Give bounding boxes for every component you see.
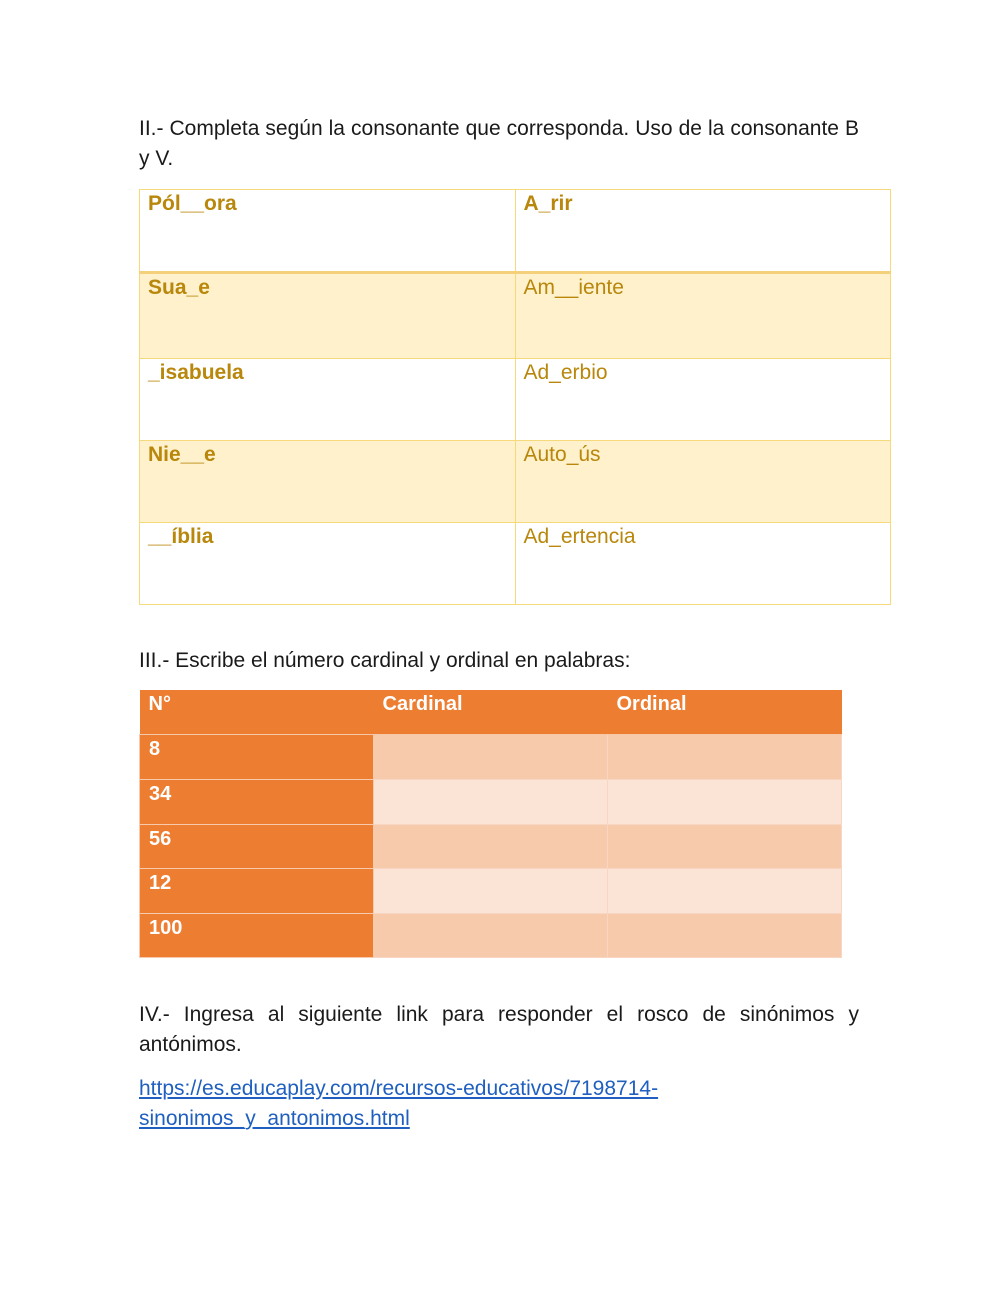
cardinal-answer-cell[interactable] (374, 913, 608, 957)
header-ordinal: Ordinal (608, 690, 842, 734)
number-cell: 8 (140, 734, 374, 779)
word-cell: Pól__ora (140, 190, 516, 273)
word-cell: Ad_ertencia (515, 523, 891, 605)
number-cell: 100 (140, 913, 374, 957)
section-3-instruction: III.- Escribe el número cardinal y ordinal en palabras: (139, 649, 631, 672)
link-container (139, 1074, 759, 1134)
word-cell: Am__iente (515, 273, 891, 359)
table-header-row (140, 690, 842, 734)
consonant-table (139, 189, 891, 605)
ordinal-answer-cell[interactable] (608, 913, 842, 957)
number-cell: 12 (140, 868, 374, 913)
numbers-table (139, 690, 842, 958)
cardinal-answer-cell[interactable] (374, 779, 608, 824)
ordinal-answer-cell[interactable] (608, 868, 842, 913)
cardinal-answer-cell[interactable] (374, 734, 608, 779)
section-4-instruction: IV.- Ingresa al siguiente link para responder el rosco de sinónimos y antónimos. (139, 1003, 859, 1056)
table-row (140, 779, 842, 824)
number-cell: 56 (140, 824, 374, 868)
ordinal-answer-cell[interactable] (608, 779, 842, 824)
word-cell: Auto_ús (515, 441, 891, 523)
header-number: N° (140, 690, 374, 734)
cardinal-answer-cell[interactable] (374, 824, 608, 868)
section-2-instruction: II.- Completa según la consonante que corresponda. Uso de la consonante B y V. (139, 117, 859, 170)
table-row (140, 734, 842, 779)
educaplay-link[interactable]: https://es.educaplay.com/recursos-educativos/7198714-sinonimos_y_antonimos.html (139, 1077, 659, 1130)
word-cell: Sua_e (140, 273, 516, 359)
cardinal-answer-cell[interactable] (374, 868, 608, 913)
header-cardinal: Cardinal (374, 690, 608, 734)
table-row (140, 523, 891, 605)
ordinal-answer-cell[interactable] (608, 734, 842, 779)
word-cell: _isabuela (140, 359, 516, 441)
table-row (140, 359, 891, 441)
ordinal-answer-cell[interactable] (608, 824, 842, 868)
table-row (140, 190, 891, 273)
table-row (140, 273, 891, 359)
word-cell: A_rir (515, 190, 891, 273)
table-row (140, 824, 842, 868)
table-row (140, 441, 891, 523)
word-cell: __íblia (140, 523, 516, 605)
number-cell: 34 (140, 779, 374, 824)
table-row (140, 913, 842, 957)
word-cell: Nie__e (140, 441, 516, 523)
word-cell: Ad_erbio (515, 359, 891, 441)
table-row (140, 868, 842, 913)
